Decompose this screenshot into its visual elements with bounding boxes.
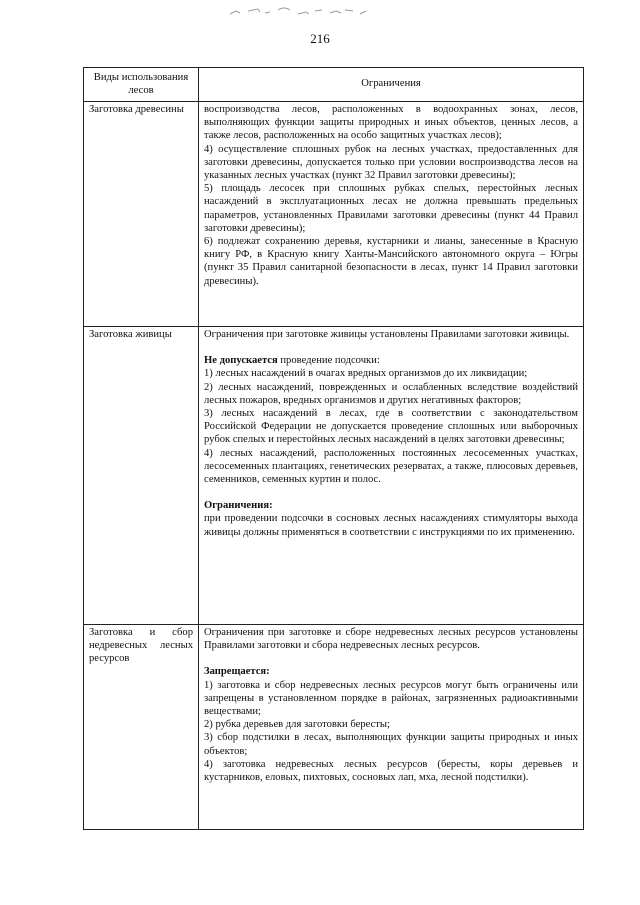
paragraph-gap (204, 486, 578, 499)
not-allowed-text: проведение подсочки: (277, 355, 380, 367)
restriction-paragraph: воспроизводства лесов, расположенных в водоохранных зонах, лесов, выполняющих функции защиты природных и иных объектов, ценных лесов, а также лесов, расположенных на особо защитных участках лесов); (204, 104, 578, 142)
restriction-item: 2) рубка деревьев для заготовки бересты; (204, 719, 390, 731)
restriction-item: 1) заготовка и сбор недревесных лесных ресурсов могут быть ограничены или запрещены в установленном порядке в районах, загрязненных радиоактивными веществами; (204, 679, 578, 718)
scan-noise-marks (220, 2, 380, 20)
row-category-wood-harvesting: Заготовка древесины (84, 102, 199, 327)
not-allowed-label: Не допускается (204, 355, 278, 367)
table-row (84, 327, 584, 625)
page-number: 216 (310, 31, 330, 46)
restriction-intro: Ограничения при заготовке живицы установлены Правилами заготовки живицы. (204, 329, 570, 340)
prohibited-heading: Запрещается: (204, 666, 270, 678)
column-header-restrictions: Ограничения (199, 68, 584, 102)
column-header-forest-use: Виды использования лесов (84, 68, 199, 102)
paragraph-gap (204, 341, 578, 354)
paragraph-gap (204, 652, 578, 665)
row-restrictions-resin-harvesting (199, 327, 584, 625)
restriction-item: 6) подлежат сохранению деревья, кустарники и лианы, занесенные в Красную книгу РФ, в Красную книгу Ханты-Мансийского автономного округа – Югры (пункт 35 Правил санитарной безопасности в лесах, пункт 14 Правил заготовки древесины). (204, 236, 578, 287)
table-header-row (84, 68, 584, 102)
restriction-item: 2) лесных насаждений, поврежденных и ослабленных вследствие воздействий лесных пожаров, вредных организмов и других негативных факторов; (204, 381, 578, 406)
table-row (84, 625, 584, 830)
restriction-item: 4) лесных насаждений, расположенных постоянных лесосеменных участках, лесосеменных плантациях, генетических резерватах, а также, плюсовых деревьев, семенников, семенных куртин и полос. (204, 447, 578, 486)
table-row (84, 102, 584, 327)
restrictions-table (83, 67, 584, 830)
row-restrictions-non-timber-resources (199, 625, 584, 830)
limitations-heading: Ограничения: (204, 500, 273, 512)
restriction-item: 1) лесных насаждений в очагах вредных организмов до их ликвидации; (204, 368, 528, 380)
restriction-item: 3) лесных насаждений в лесах, где в соответствии с законодательством Российской Федерации не допускается проведение сплошных или выборочных рубок спелых и перестойных лесных насаждений в целях заготовки древесины; (204, 408, 578, 446)
row-restrictions-wood-harvesting (199, 102, 584, 327)
restriction-intro: Ограничения при заготовке и сборе недревесных лесных ресурсов установлены Правилами заготовки и сбора недревесных лесных ресурсов. (204, 627, 578, 652)
not-allowed-heading (204, 354, 578, 367)
row-category-non-timber-resources: Заготовка и сбор недревесных лесных ресурсов (84, 625, 199, 830)
restriction-item: 3) сбор подстилки в лесах, выполняющих функции защиты природных и иных объектов; (204, 732, 578, 757)
restriction-item: 4) осуществление сплошных рубок на лесных участках, предоставленных для заготовки древесины, допускается только при условии воспроизводства лесов на указанных лесных участках (пункт 32 Правил заготовки древесины); (204, 143, 578, 182)
restriction-item: 5) площадь лесосек при сплошных рубках спелых, перестойных лесных насаждений в эксплуатационных лесах не должна превышать предельных параметров, установленных Правилами заготовки древесины (пункт 44 Правил заготовки древесины); (204, 183, 578, 234)
restriction-item: при проведении подсочки в сосновых лесных насаждениях стимуляторы выхода живицы должны применяться в соответствии с инструкциями по их применению. (204, 513, 578, 538)
row-category-resin-harvesting: Заготовка живицы (84, 327, 199, 625)
restriction-item: 4) заготовка недревесных лесных ресурсов (бересты, коры деревьев и кустарников, еловых, пихтовых, сосновых лап, мха, лесной подстилки). (204, 758, 578, 784)
